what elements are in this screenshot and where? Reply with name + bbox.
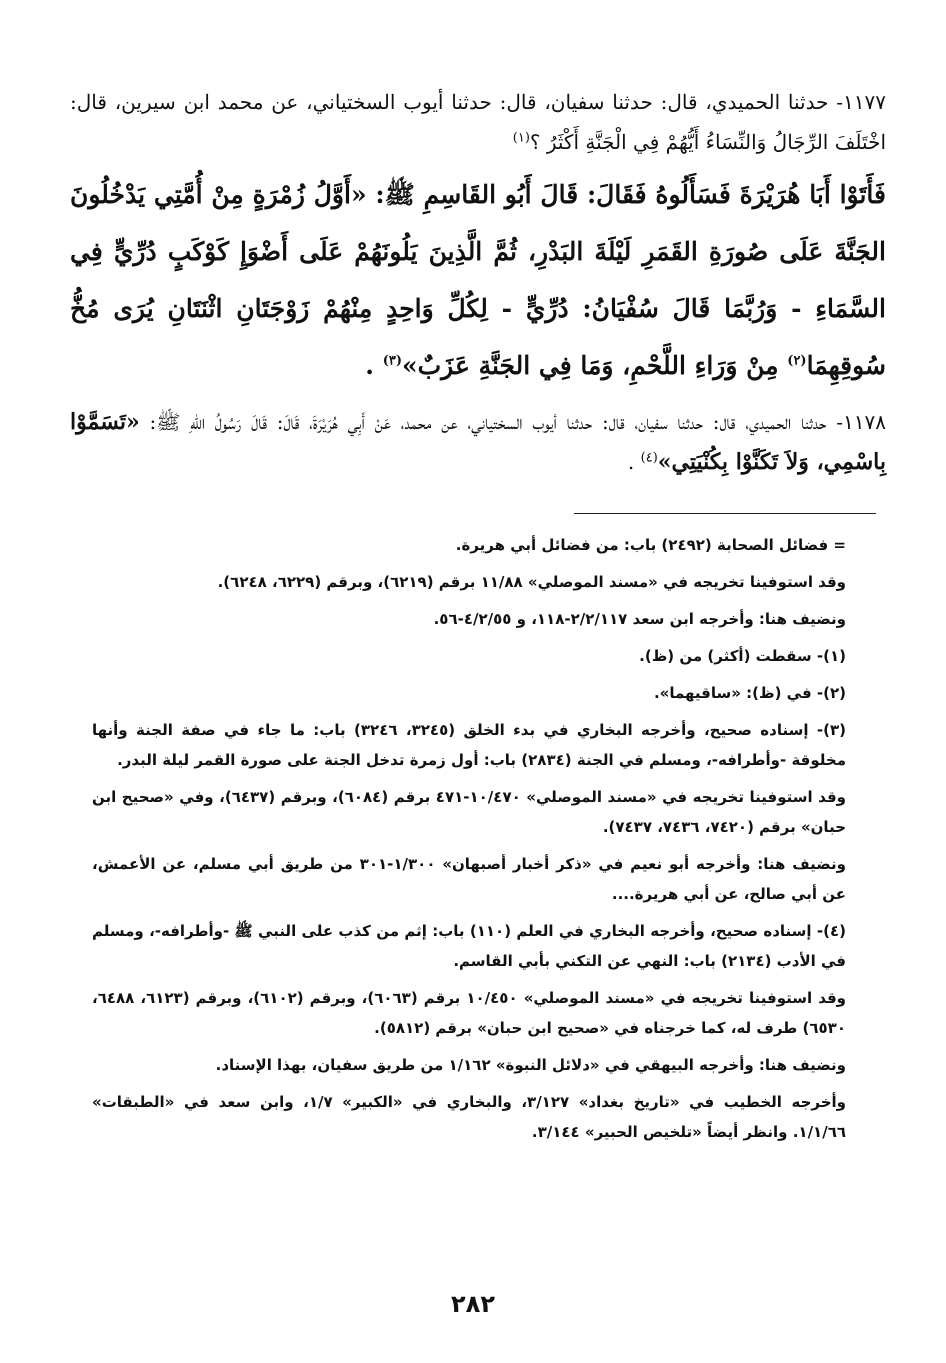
hadith-1178-tail: . [627, 450, 641, 474]
page-number: ٢٨٢ [451, 1290, 495, 1318]
footnote-ref-3: (٣) [382, 353, 402, 369]
footnote-divider [574, 513, 876, 514]
footnote-line: وأخرجه الخطيب في «تاريخ بغداد» ٣/١٢٧، والبخاري في «الكبير» ١/٧، وابن سعد في «الطبقات» ١/١/٦٦. وانظر أيضاً «تلخيص الحبير» ٣/١٤٤. [92, 1093, 846, 1141]
hadith-1178-intro: ١١٧٨- حدثنا الحميدي، قال: حدثنا سفيان، قال: حدثنا أيوب السختياني، عن محمد، عَنْ أَبِي هُرَيْرَةَ، قَالَ: قَالَ رَسُولُ اللهِ ﷺ: [139, 410, 886, 434]
footnote-4: (٤)- إسناده صحيح، وأخرجه البخاري في العلم (١١٠) باب: إثم من كذب على النبي ﷺ -وأطرافه-، ومسلم في الأدب (٢١٣٤) باب: النهي عن التكني بأبي القاسم. [92, 922, 846, 970]
footnote-line: وقد استوفينا تخريجه في «مسند الموصلي» ١٠/٤٥٠ برقم (٦٠٦٣)، وبرقم (٦١٠٢)، وبرقم (٦١٢٣، ٦٤٨٨، ٦٥٣٠) طرف له، كما خرجناه في «صحيح ابن حبان» برقم (٥٨١٢). [92, 989, 847, 1037]
footnote-ref-4: (٤) [640, 450, 658, 466]
footnote-ref-2: (٢) [787, 353, 807, 369]
footnote-line: وقد استوفينا تخريجه في «مسند الموصلي» ١١/٨٨ برقم (٦٢١٩)، وبرقم (٦٢٢٩، ٦٢٤٨). [217, 573, 846, 591]
footnote-2: (٢)- في (ظ): «ساقيهما». [653, 684, 846, 702]
hadith-1178-quote: «تَسَمَّوْا بِاسْمِي، وَلاَ تَكَنَّوْا بِكُنْيَتِي» [70, 409, 886, 475]
hadith-1177-matn-end: مِنْ وَرَاءِ اللَّحْمِ، وَمَا فِي الجَنَّةِ عَزَبٌ» [402, 351, 788, 380]
footnote-ref-1: (١) [512, 130, 530, 146]
footnote-line: ونضيف هنا: وأخرجه أبو نعيم في «ذكر أخبار أصبهان» ١/٣٠٠-٣٠١ من طريق أبي مسلم، عن الأعمش، عن أبي صالح، عن أبي هريرة.... [92, 855, 846, 903]
hadith-1177-intro [70, 82, 886, 162]
footnote-line: = فضائل الصحابة (٢٤٩٢) باب: من فضائل أبي هريرة. [455, 536, 846, 554]
footnote-3: (٣)- إسناده صحيح، وأخرجه البخاري في بدء الخلق (٣٢٤٥، ٣٢٤٦) باب: ما جاء في صفة الجنة وأنها مخلوقة -وأطرافه-، ومسلم في الجنة (٢٨٣٤) باب: أول زمرة تدخل الجنة على صورة القمر ليلة البدر. [92, 721, 847, 769]
footnote-1: (١)- سقطت (أكثر) من (ظ). [639, 647, 846, 665]
footnote-line: ونضيف هنا: وأخرجه ابن سعد ٢/٢/١١٧-١١٨، و ٤/٢/٥٥-٥٦. [433, 610, 846, 628]
hadith-1177-intro-text: ١١٧٧- حدثنا الحميدي، قال: حدثنا سفيان، قال: حدثنا أيوب السختياني، عن محمد ابن سيرين، قال: اخْتَلَفَ الرِّجَالُ وَالنِّسَاءُ أَيُّهُمْ فِي الْجَنَّةِ أَكْثَرُ ؟ [70, 90, 886, 154]
footnote-line: وقد استوفينا تخريجه في «مسند الموصلي» ١٠/٤٧٠-٤٧١ برقم (٦٠٨٤)، وبرقم (٦٤٣٧)، وفي «صحيح ابن حبان» برقم (٧٤٢٠، ٧٤٣٦، ٧٤٣٧). [92, 788, 846, 836]
footnote-line: ونضيف هنا: وأخرجه البيهقي في «دلائل النبوة» ١/١٦٢ من طريق سفيان، بهذا الإسناد. [215, 1056, 846, 1074]
hadith-1177-matn [70, 166, 886, 394]
main-text [70, 82, 886, 482]
hadith-1178 [70, 402, 886, 482]
hadith-1177-matn-start: فَأَتَوْا أَبَا هُرَيْرَةَ فَسَأَلُوهُ فَقَالَ: قَالَ أَبُو القَاسِمِ ﷺ: «أَوَّلُ زُمْرَةٍ مِنْ أُمَّتِي يَدْخُلُونَ الجَنَّةَ عَلَى صُورَةِ القَمَرِ لَيْلَةَ البَدْرِ، ثُمَّ الَّذِينَ يَلُونَهُمْ عَلَى أَضْوَإِ كَوْكَبٍ دُرِّيٍّ فِي السَّمَاءِ - وَرُبَّمَا قَالَ سُفْيَانُ: دُرِّيٍّ - لِكُلِّ وَاحِدٍ مِنْهُمْ زَوْجَتَانِ اثْنَتَانِ يُرَى مُخُّ سُوقِهِمَا [70, 180, 886, 380]
hadith-1177-matn-tail: . [365, 351, 383, 380]
footnotes [92, 530, 846, 1154]
